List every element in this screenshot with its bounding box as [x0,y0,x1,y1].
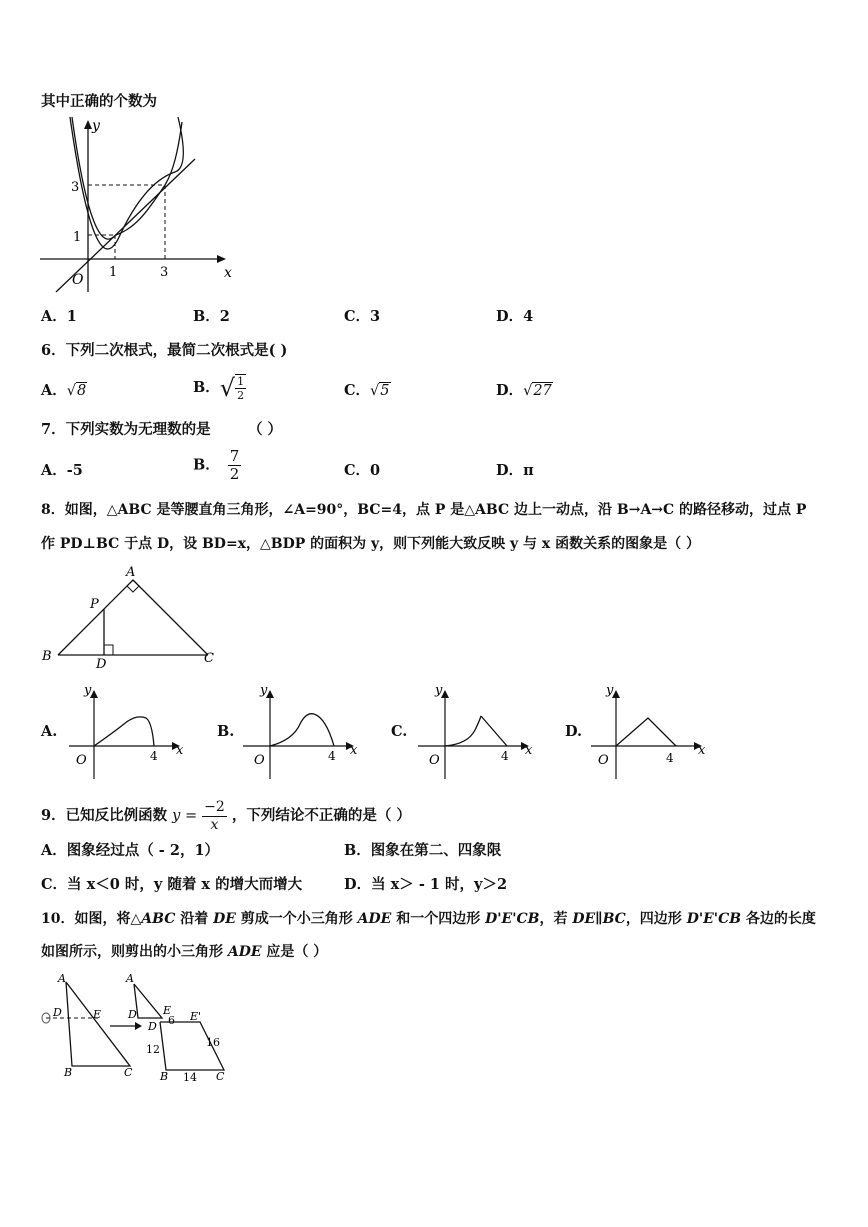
q5-option-a[interactable]: A．1 [41,308,77,325]
q6-stem: 6．下列二次根式，最简二次根式是( ) [41,342,288,359]
q9-option-d[interactable]: D．当 x＞ - 1 时，y＞2 [344,876,508,893]
q5-ytick-1: 1 [73,230,82,245]
svg-text:B: B [64,1066,73,1079]
q6-option-c[interactable]: C．√5 [344,382,390,399]
q5-option-d[interactable]: D．4 [496,308,534,325]
q8-stem-line1: 8．如图，△ABC 是等腰直角三角形，∠A=90°，BC=4，点 P 是△ABC 边上一动点，沿 B→A→C 的路径移动，过点 P [41,502,807,518]
svg-text:x: x [525,743,533,758]
svg-text:y: y [435,683,443,698]
svg-text:A: A [126,972,134,985]
q8-option-c[interactable]: C. [391,723,408,740]
q5-option-b[interactable]: B．2 [193,308,230,325]
q10-stem-line2: 如图所示，则剪出的小三角形 ADE 应是（ ） [41,944,328,960]
svg-text:4: 4 [328,749,336,763]
q8-label-b: B [42,649,52,664]
svg-text:O: O [598,753,609,768]
q8-triangle-figure [38,562,228,670]
q7-option-c[interactable]: C．0 [344,462,381,479]
q9-option-b[interactable]: B．图象在第二、四象限 [344,842,502,859]
q8-option-d[interactable]: D. [565,723,583,740]
q5-origin: O [72,272,84,288]
q7-option-b[interactable]: B． $\frac{7}{2}$ [193,447,240,483]
q5-x-label: x [224,265,232,281]
q8-graph-b[interactable] [238,682,368,782]
svg-text:4: 4 [501,749,509,763]
q8-option-a[interactable]: A. [41,723,58,740]
svg-text:16: 16 [206,1036,220,1049]
svg-text:D: D [128,1008,137,1021]
q7-option-d[interactable]: D．π [496,462,534,479]
q5-ytick-3: 3 [71,180,80,195]
svg-text:C: C [216,1070,225,1083]
svg-text:O: O [429,753,440,768]
q8-label-a: A [126,565,136,580]
svg-text:E': E' [190,1010,202,1023]
q9-stem: 9．已知反比例函数 y = $\frac{-2}{x}$ ，下列结论不正确的是（ ） [41,798,411,833]
q10-figure [38,968,238,1088]
q8-option-b[interactable]: B. [217,723,235,740]
svg-text:y: y [84,683,92,698]
svg-text:12: 12 [146,1043,160,1056]
q6-option-b[interactable]: B．√ $\frac{1}{2}$ [193,374,245,402]
svg-text:y: y [606,683,614,698]
q5-y-label: y [92,118,100,134]
q5-graph [40,112,240,297]
q5-option-c[interactable]: C．3 [344,308,381,325]
q5-xtick-1: 1 [109,265,118,280]
svg-text:E: E [93,1008,102,1021]
svg-text:D: D [53,1006,62,1019]
q8-label-p: P [90,597,99,612]
svg-text:x: x [698,743,706,758]
svg-text:x: x [176,743,184,758]
svg-text:C: C [124,1066,133,1079]
svg-text:B: B [160,1070,169,1083]
svg-text:O: O [76,753,87,768]
svg-text:D: D [148,1020,157,1033]
q8-stem-line2: 作 PD⊥BC 于点 D，设 BD=x，△BDP 的面积为 y，则下列能大致反映 y 与 x 函数关系的图象是（ ） [41,536,701,552]
svg-text:O: O [254,753,265,768]
q6-option-a[interactable]: A．√8 [41,382,87,399]
q7-paren: （ ） [248,421,283,438]
svg-text:y: y [260,683,268,698]
q8-label-d: D [96,657,107,672]
q8-label-c: C [204,651,214,666]
q7-stem: 7．下列实数为无理数的是 [41,421,211,438]
svg-text:4: 4 [150,749,158,763]
q5-xtick-3: 3 [160,265,169,280]
q9-option-c[interactable]: C．当 x＜0 时，y 随着 x 的增大而增大 [41,876,303,893]
q8-graph-d[interactable] [586,682,716,782]
q10-stem-line1: 10．如图，将△ABC 沿着 DE 剪成一个小三角形 ADE 和一个四边形 D'E'CB，若 DE∥BC，四边形 D'E'CB 各边的长度 [41,911,816,927]
q9-option-a[interactable]: A．图象经过点（ - 2，1） [41,842,220,859]
q6-option-d[interactable]: D．√27 [496,382,552,399]
svg-text:x: x [350,743,358,758]
svg-text:6: 6 [168,1014,175,1027]
q8-graph-c[interactable] [413,682,543,782]
intro-text: 其中正确的个数为 [41,93,157,110]
q8-graph-a[interactable] [64,682,194,782]
q7-option-a[interactable]: A．-5 [41,462,83,479]
svg-text:A: A [58,972,66,985]
svg-text:14: 14 [183,1071,197,1084]
svg-text:E: E [163,1004,172,1017]
svg-text:4: 4 [666,751,674,765]
